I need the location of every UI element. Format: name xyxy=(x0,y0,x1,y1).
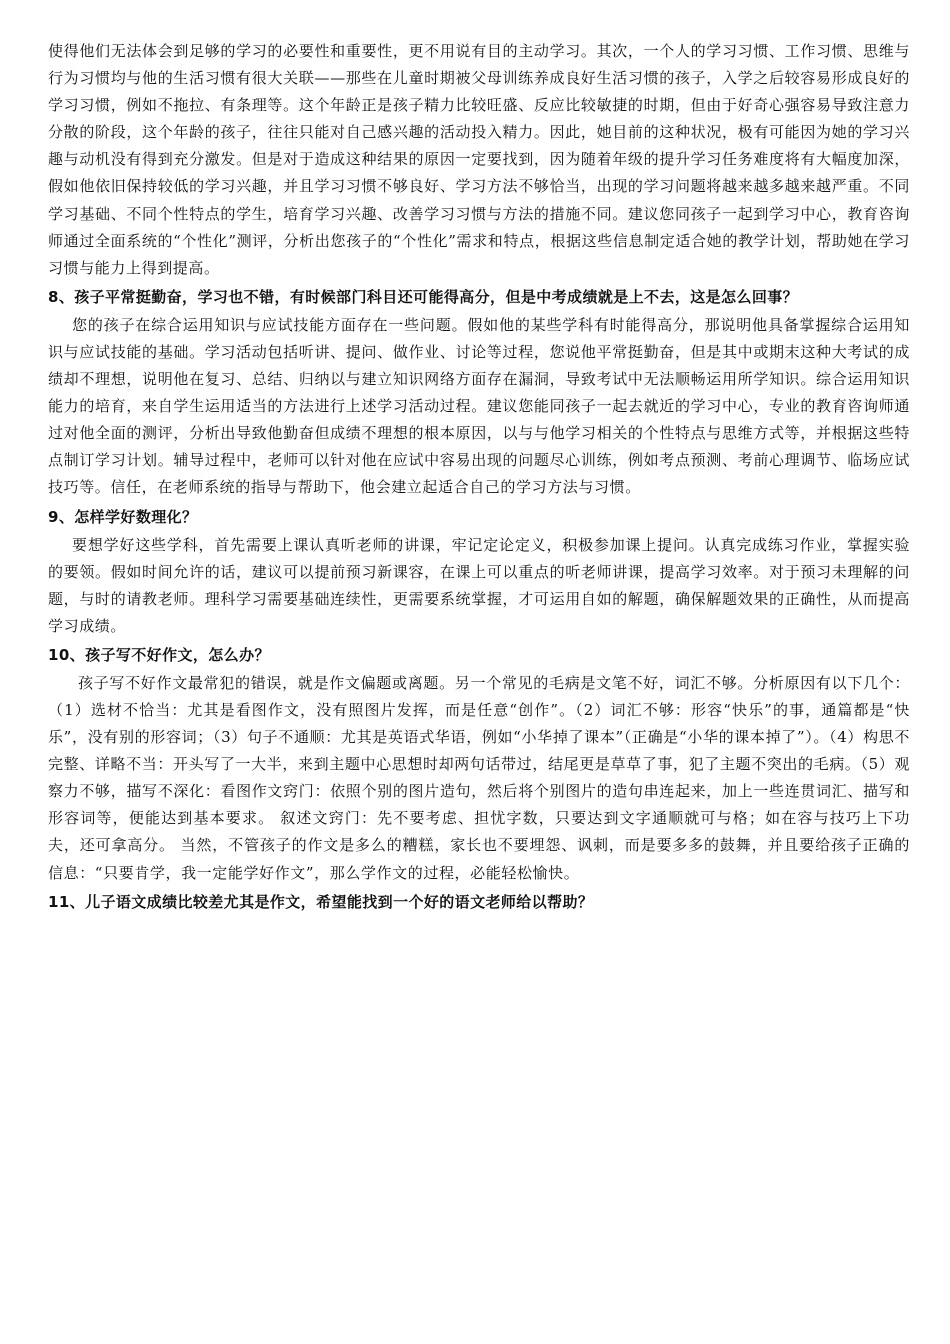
question-11-heading: 11、儿子语文成绩比较差尤其是作文，希望能找到一个好的语文老师给以帮助？ xyxy=(48,892,594,911)
document-body xyxy=(48,38,910,917)
question-8-heading: 8、孩子平常挺勤奋，学习也不错，有时候部门科目还可能得高分，但是中考成绩就是上不去，这是怎么回事？ xyxy=(48,287,799,306)
answer-8-paragraph: 您的孩子在综合运用知识与应试技能方面存在一些问题。假如他的某些学科有时能得高分，那说明他具备掌握综合运用知识与应试技能的基础。学习活动包括听讲、提问、做作业、讨论等过程，您说他平常挺勤奋，但是其中或期末这种大考试的成绩却不理想，说明他在复习、总结、归纳以与建立知识网络方面存在漏洞，导致考试中无法顺畅运用所学知识。综合运用知识能力的培育，来自学生运用适当的方法进行上述学习活动过程。建议您能同孩子一起去就近的学习中心，专业的教育咨询师通过对他全面的测评，分析出导致他勤奋但成绩不理想的根本原因，以与与他学习相关的个性特点与思维方式等，并根据这些特点制订学习计划。辅导过程中，老师可以针对他在应试中容易出现的问题尽心训练，例如考点预测、考前心理调节、临场应试技巧等。信任，在老师系统的指导与帮助下，他会建立起适合自己的学习方法与习惯。 xyxy=(48,315,910,497)
answer-9-paragraph: 要想学好这些学科，首先需要上课认真听老师的讲课，牢记定论定义，积极参加课上提问。认真完成练习作业，掌握实验的要领。假如时间允许的话，建议可以提前预习新课容，在课上可以重点的听老师讲课，提高学习效率。对于预习未理解的问题，与时的请教老师。理科学习需要基础连续性，更需要系统掌握，才可运用自如的解题，确保解题效果的正确性，从而提高学习成绩。 xyxy=(48,535,910,635)
paragraph-continuation: 使得他们无法体会到足够的学习的必要性和重要性，更不用说有目的主动学习。其次，一个人的学习习惯、工作习惯、思维与行为习惯均与他的生活习惯有很大关联——那些在儿童时期被父母训练养成良好生活习惯的孩子，入学之后较容易形成良好的学习习惯，例如不拖拉、有条理等。这个年龄正是孩子精力比较旺盛、反应比较敏捷的时期，但由于好奇心强容易导致注意力分散的阶段，这个年龄的孩子，往往只能对自己感兴趣的活动投入精力。因此，她目前的这种状况，极有可能因为她的学习兴趣与动机没有得到充分激发。但是对于造成这种结果的原因一定要找到，因为随着年级的提升学习任务难度将有大幅度加深，假如他依旧保持较低的学习兴趣，并且学习习惯不够良好、学习方法不够恰当，出现的学习问题将越来越多越来越严重。不同学习基础、不同个性特点的学生，培育学习兴趣、改善学习习惯与方法的措施不同。建议您同孩子一起到学习中心，教育咨询师通过全面系统的“个性化”测评，分析出您孩子的“个性化”需求和特点，根据这些信息制定适合她的教学计划，帮助她在学习习惯与能力上得到提高。 xyxy=(48,42,910,277)
question-9-heading: 9、怎样学好数理化？ xyxy=(48,507,198,526)
answer-10-paragraph: 孩子写不好作文最常犯的错误，就是作文偏题或离题。另一个常见的毛病是文笔不好，词汇不够。分析原因有以下几个：（1）选材不恰当：尤其是看图作文，没有照图片发挥，而是任意“创作”。（2）词汇不够：形容“快乐”的事，通篇都是“快乐”，没有别的形容词；（3）句子不通顺：尤其是英语式华语，例如“小华掉了课本”（正确是“小华的课本掉了”）。（4）构思不完整、详略不当：开头写了一大半，来到主题中心思想时却两句话带过，结尾更是草草了事，犯了主题不突出的毛病。（5）观察力不够，描写不深化：看图作文窍门：依照个别的图片造句，然后将个别图片的造句串连起来，加上一些连贯词汇、描写和形容词等，便能达到基本要求。 叙述文窍门：先不要考虑、担忧字数，只要达到文字通顺就可与格；如在容与技巧上下功夫，还可拿高分。 当然，不管孩子的作文是多么的糟糕，家长也不要埋怨、讽刺，而是要多多的鼓舞，并且要给孩子正确的信息：“只要肯学，我一定能学好作文”，那么学作文的过程，必能轻松愉快。 xyxy=(48,673,910,882)
question-10-heading: 10、孩子写不好作文，怎么办？ xyxy=(48,645,270,664)
